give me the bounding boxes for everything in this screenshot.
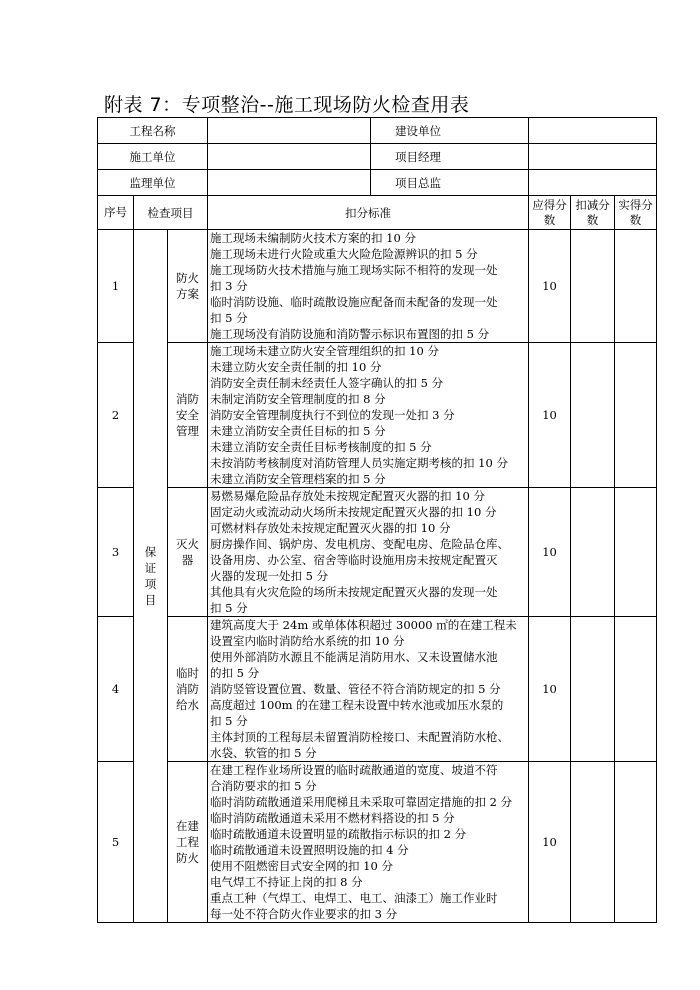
criteria-line: 临时疏散通道未设置明显的疏散指示标识的扣 2 分 — [210, 827, 467, 841]
info-row-3 — [98, 170, 657, 196]
header-actual-score: 实得分数 — [615, 196, 657, 230]
criteria-line: 设备用房、办公室、宿舍等临时设施用房未按规定配置灭 — [210, 553, 498, 567]
row-seq: 5 — [98, 762, 134, 923]
row-due-score: 10 — [529, 762, 571, 923]
row-due-score: 10 — [529, 488, 571, 617]
table-row — [98, 230, 657, 343]
row-deduct-score[interactable] — [571, 488, 615, 617]
label-project-name: 工程名称 — [98, 118, 208, 144]
value-builder-unit[interactable] — [208, 144, 371, 170]
row-deduct-score[interactable] — [571, 617, 615, 762]
criteria-line: 未建立消防安全责任目标考核制度的扣 5 分 — [210, 440, 432, 454]
header-criteria: 扣分标准 — [208, 196, 529, 230]
row-seq: 1 — [98, 230, 134, 343]
criteria-line: 扣 3 分 — [210, 279, 248, 293]
row-deduct-score[interactable] — [571, 230, 615, 343]
row-deduct-score[interactable] — [571, 343, 615, 488]
table-row — [98, 343, 657, 488]
criteria-line: 重点工种（气焊工、电焊工、电工、油漆工）施工作业时 — [210, 891, 498, 905]
criteria-line: 在建工程作业场所设置的临时疏散通道的宽度、坡道不符 — [210, 763, 498, 777]
header-check-item: 检查项目 — [134, 196, 208, 230]
criteria-line: 扣 5 分 — [210, 601, 248, 615]
criteria-line: 施工现场未编制防火技术方案的扣 10 分 — [210, 231, 416, 245]
criteria-line: 合消防要求的扣 5 分 — [210, 779, 317, 793]
row-seq: 2 — [98, 343, 134, 488]
label-supervision-unit: 监理单位 — [98, 170, 208, 196]
criteria-line: 水袋、软管的扣 5 分 — [210, 746, 317, 760]
row-actual-score[interactable] — [615, 617, 657, 762]
table-row — [98, 762, 657, 923]
criteria-line: 主体封顶的工程每层未留置消防栓接口、未配置消防水枪、 — [210, 730, 510, 744]
criteria-line: 高度超过 100m 的在建工程未设置中转水池或加压水泵的 — [210, 698, 504, 712]
criteria-line: 施工现场防火技术措施与施工现场实际不相符的发现一处 — [210, 263, 498, 277]
group-label-text: 保证项目 — [144, 545, 157, 607]
header-deduct-score: 扣减分数 — [571, 196, 615, 230]
info-row-2 — [98, 144, 657, 170]
row-item-text: 临时消防给水 — [176, 666, 200, 712]
value-construction-unit[interactable] — [529, 118, 657, 144]
value-project-manager[interactable] — [529, 144, 657, 170]
value-supervision-unit[interactable] — [208, 170, 371, 196]
row-item — [168, 230, 208, 343]
criteria-line: 建筑高度大于 24m 或单体体积超过 30000 ㎡的在建工程未 — [210, 618, 517, 632]
criteria-line: 临时消防设施、临时疏散设施应配备而未配备的发现一处 — [210, 295, 498, 309]
row-seq: 3 — [98, 488, 134, 617]
criteria-line: 消防安全责任制未经责任人签字确认的扣 5 分 — [210, 376, 444, 390]
column-header-row — [98, 196, 657, 230]
criteria-line: 未按消防考核制度对消防管理人员实施定期考核的扣 10 分 — [210, 456, 508, 470]
criteria-line: 电气焊工不持证上岗的扣 8 分 — [210, 875, 363, 889]
criteria-line: 施工现场未建立防火安全管理组织的扣 10 分 — [210, 344, 439, 358]
row-actual-score[interactable] — [615, 230, 657, 343]
row-item — [168, 762, 208, 923]
header-seq: 序号 — [98, 196, 134, 230]
criteria-line: 使用外部消防水源且不能满足消防用水、又未设置储水池 — [210, 650, 498, 664]
criteria-line: 临时疏散通道未设置照明设施的扣 4 分 — [210, 843, 409, 857]
row-actual-score[interactable] — [615, 488, 657, 617]
criteria-line: 未建立消防安全管理档案的扣 5 分 — [210, 472, 386, 486]
row-item-text: 防火方案 — [176, 271, 200, 301]
criteria-line: 使用不阻燃密目式安全网的扣 10 分 — [210, 859, 393, 873]
row-criteria — [208, 762, 529, 923]
criteria-line: 扣 5 分 — [210, 311, 248, 325]
criteria-line: 施工现场未进行火险或重大火险危险源辨识的扣 5 分 — [210, 247, 478, 261]
criteria-line: 临时消防疏散通道未采用不燃材料搭设的扣 5 分 — [210, 811, 455, 825]
header-due-score: 应得分数 — [529, 196, 571, 230]
criteria-line: 的扣 5 分 — [210, 666, 260, 680]
row-item-text: 灭火器 — [176, 537, 200, 567]
row-due-score: 10 — [529, 617, 571, 762]
row-actual-score[interactable] — [615, 343, 657, 488]
row-deduct-score[interactable] — [571, 762, 615, 923]
row-due-score: 10 — [529, 230, 571, 343]
criteria-line: 消防安全管理制度执行不到位的发现一处扣 3 分 — [210, 408, 455, 422]
criteria-line: 固定动火或流动动火场所未按规定配置灭火器的扣 10 分 — [210, 505, 497, 519]
table-row — [98, 488, 657, 617]
criteria-line: 未建立消防安全责任目标的扣 5 分 — [210, 424, 386, 438]
table-row — [98, 617, 657, 762]
criteria-line: 火器的发现一处扣 5 分 — [210, 569, 329, 583]
criteria-line: 未建立防火安全责任制的扣 10 分 — [210, 360, 382, 374]
info-row-1 — [98, 118, 657, 144]
value-chief-supervisor[interactable] — [529, 170, 657, 196]
label-construction-unit: 建设单位 — [371, 118, 529, 144]
criteria-line: 未制定消防安全管理制度的扣 8 分 — [210, 392, 386, 406]
criteria-line: 扣 5 分 — [210, 714, 248, 728]
group-label — [134, 230, 168, 923]
criteria-line: 易燃易爆危险品存放处未按规定配置灭火器的扣 10 分 — [210, 489, 485, 503]
criteria-line: 临时消防疏散通道采用爬梯且未采取可靠固定措施的扣 2 分 — [210, 795, 513, 809]
label-project-manager: 项目经理 — [371, 144, 529, 170]
inspection-table — [97, 117, 657, 923]
value-project-name[interactable] — [208, 118, 371, 144]
label-builder-unit: 施工单位 — [98, 144, 208, 170]
criteria-line: 其他具有火灾危险的场所未按规定配置灭火器的发现一处 — [210, 585, 498, 599]
row-item — [168, 343, 208, 488]
criteria-line: 消防竖管设置位置、数量、管径不符合消防规定的扣 5 分 — [210, 682, 501, 696]
criteria-line: 每一处不符合防火作业要求的扣 3 分 — [210, 907, 398, 921]
row-item — [168, 488, 208, 617]
criteria-line: 设置室内临时消防给水系统的扣 10 分 — [210, 634, 405, 648]
label-chief-supervisor: 项目总监 — [371, 170, 529, 196]
row-actual-score[interactable] — [615, 762, 657, 923]
row-due-score: 10 — [529, 343, 571, 488]
page-title: 附表 7：专项整治--施工现场防火检查用表 — [104, 94, 470, 116]
row-item-text: 消防安全管理 — [176, 392, 200, 438]
row-criteria — [208, 617, 529, 762]
row-criteria — [208, 230, 529, 343]
criteria-line: 厨房操作间、锅炉房、发电机房、变配电房、危险品仓库、 — [210, 537, 510, 551]
row-criteria — [208, 488, 529, 617]
criteria-line: 施工现场没有消防设施和消防警示标识布置图的扣 5 分 — [210, 327, 490, 341]
row-criteria — [208, 343, 529, 488]
row-item — [168, 617, 208, 762]
row-seq: 4 — [98, 617, 134, 762]
row-item-text: 在建工程防火 — [176, 819, 200, 865]
criteria-line: 可燃材料存放处未按规定配置灭火器的扣 10 分 — [210, 521, 451, 535]
